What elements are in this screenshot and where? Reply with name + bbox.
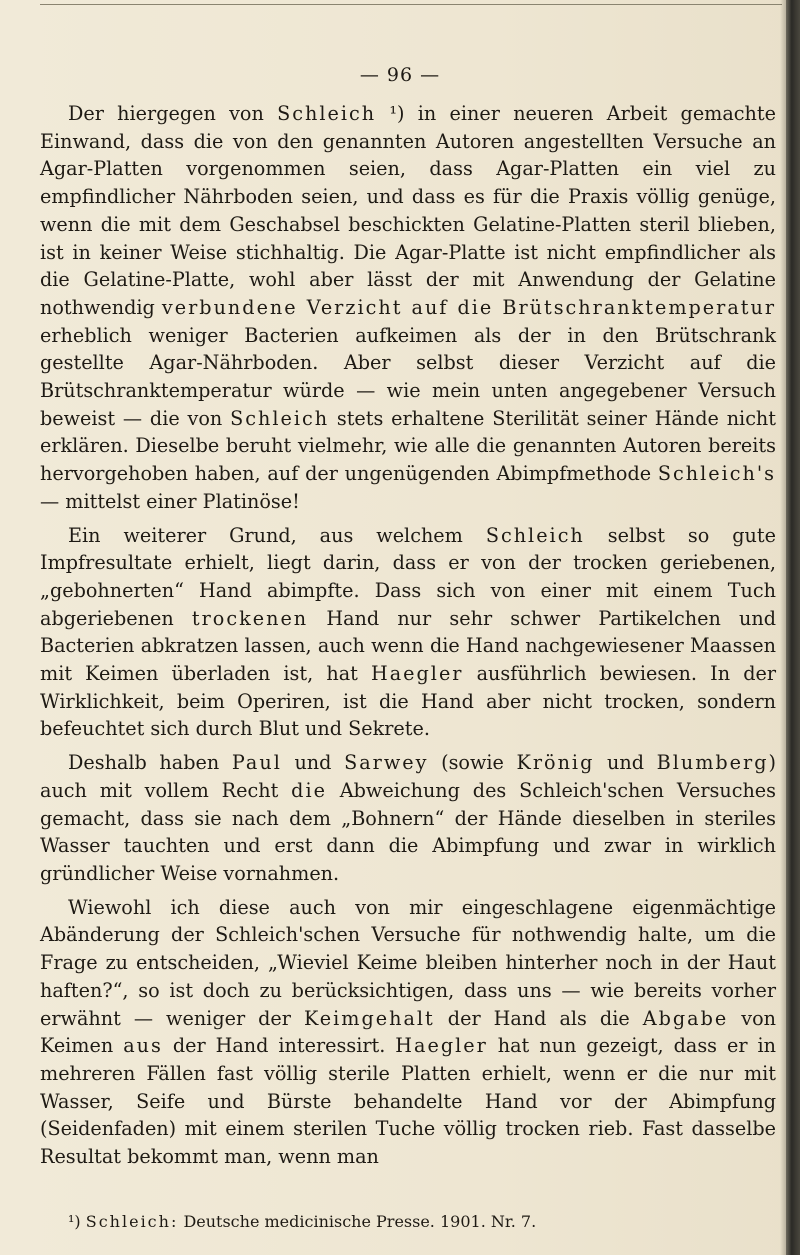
text-run: von Keimen [40, 1006, 776, 1058]
spaced-name: Krönig [516, 751, 595, 775]
paragraph [40, 894, 776, 1171]
spaced-name: verbundene Verzicht auf die Brütschranktemperatur [161, 295, 776, 319]
text-run: ausführlich bewiesen. In der Wirklichkeit, beim Operiren, ist die Hand aber nicht trocken, sondern befeuchtet sich durch Blut und Sekrete. [40, 662, 777, 741]
text-run: Hand nur sehr schwer Partikelchen und Bacterien abkratzen lassen, auch wenn die Hand nachgewiesener Maassen mit Keimen überladen ist, hat [40, 606, 776, 686]
spaced-name: Blumberg [656, 751, 769, 775]
text-run: ) auch mit vollem Recht [40, 751, 776, 802]
text-run: und [594, 751, 657, 775]
text-run: stets erhaltene Sterilität seiner Hände nicht erklären. Dieselbe beruht vielmehr, wie alle die genannten Autoren bereits hervorgehoben haben, auf der ungenügenden Abimpfmethode [40, 406, 777, 486]
spaced-name: Keimgehalt [303, 1006, 435, 1030]
paragraph [40, 749, 776, 888]
text-run: Wiewohl ich diese auch von mir eingeschlagene eigenmächtige Abänderung der Schleich'schen Versuche für nothwendig halte, um die Frage zu entscheiden, „Wieviel Keime bleiben hinterher noch in der Haut haften?“, so ist doch zu berücksichtigen, dass uns — wie bereits vorher erwähnt — weniger der [40, 895, 776, 1030]
spaced-name: Schleich [230, 406, 330, 430]
text-run: der Hand interessirt. [162, 1034, 396, 1058]
text-run: der Hand als die [434, 1006, 643, 1030]
spaced-name: Haegler [371, 662, 464, 686]
spaced-name: Haegler [395, 1034, 488, 1058]
paragraph [40, 100, 776, 516]
text-run: und [281, 751, 345, 775]
body-text [40, 100, 776, 1177]
spaced-name: aus [123, 1034, 163, 1058]
page-number: — 96 — [359, 64, 441, 86]
spaced-name: trockenen [191, 606, 309, 630]
paragraph [40, 522, 776, 744]
text-run: Abweichung des Schleich'schen Versuches gemacht, dass sie nach dem „Bohnern“ der Hände dieselben in steriles Wasser tauchten und erst dann die Abimpfung und zwar in wirklich gründlicher Weise vornahmen. [40, 778, 777, 885]
spaced-name: Schleich [277, 102, 377, 125]
text-run: ¹) in einer neueren Arbeit gemachte Einwand, dass die von den genannten Autoren angestellten Versuche an Agar-Platten vorgenommen seien, dass Agar-Platten ein viel zu empfindlicher Nährboden seien, und dass es für die Praxis völlig genüge, wenn die mit dem Geschabsel beschickten Gelatine-Platten steril blieben, ist in keiner Weise stichhaltig. Die Agar-Platte ist nicht empfindlicher als die Gelatine-Platte, wohl aber lässt der mit Anwendung der Gelatine nothwendig [40, 102, 776, 319]
spaced-name: die [291, 778, 327, 802]
text-run: Der hiergegen von [68, 102, 278, 125]
text-run: — mittelst einer Platinöse! [40, 489, 300, 513]
footnote-author: Schleich: [85, 1212, 179, 1231]
text-run: Ein weiterer Grund, aus welchem [68, 523, 486, 547]
text-run: erheblich weniger Bacterien aufkeimen als der in den Brütschrank gestellte Agar-Nährboden. Aber selbst dieser Verzicht auf die Brütschranktemperatur würde — wie mein unten angegebener Versuch beweist — die von [40, 323, 776, 430]
text-run: hat nun gezeigt, dass er in mehreren Fällen fast völlig sterile Platten erhielt, wenn er die nur mit Wasser, Seife und Bürste behandelte Hand vor der Abimpfung (Seidenfaden) mit einem sterilen Tuche völlig trocken rieb. Fast dasselbe Resultat bekommt man, wenn man [40, 1034, 776, 1169]
page-edge [786, 0, 800, 1255]
text-run: selbst so gute Impfresultate erhielt, liegt darin, dass er von der trocken geriebenen, „gebohnerten“ Hand abimpfte. Dass sich von einer mit einem Tuch abgeriebenen [40, 523, 776, 630]
spaced-name: Schleich's [657, 462, 776, 486]
footnote-marker: ¹) [68, 1212, 81, 1231]
text-run: (sowie [428, 751, 517, 775]
footnote-text: Deutsche medicinische Presse. 1901. Nr. 7. [183, 1212, 537, 1231]
spaced-name: Paul [231, 751, 282, 775]
spaced-name: Schleich [485, 523, 585, 547]
spaced-name: Abgabe [642, 1006, 729, 1030]
footnote [68, 1212, 768, 1231]
spaced-name: Sarwey [344, 751, 429, 775]
text-run: Deshalb haben [68, 751, 232, 775]
top-rule [40, 4, 782, 5]
